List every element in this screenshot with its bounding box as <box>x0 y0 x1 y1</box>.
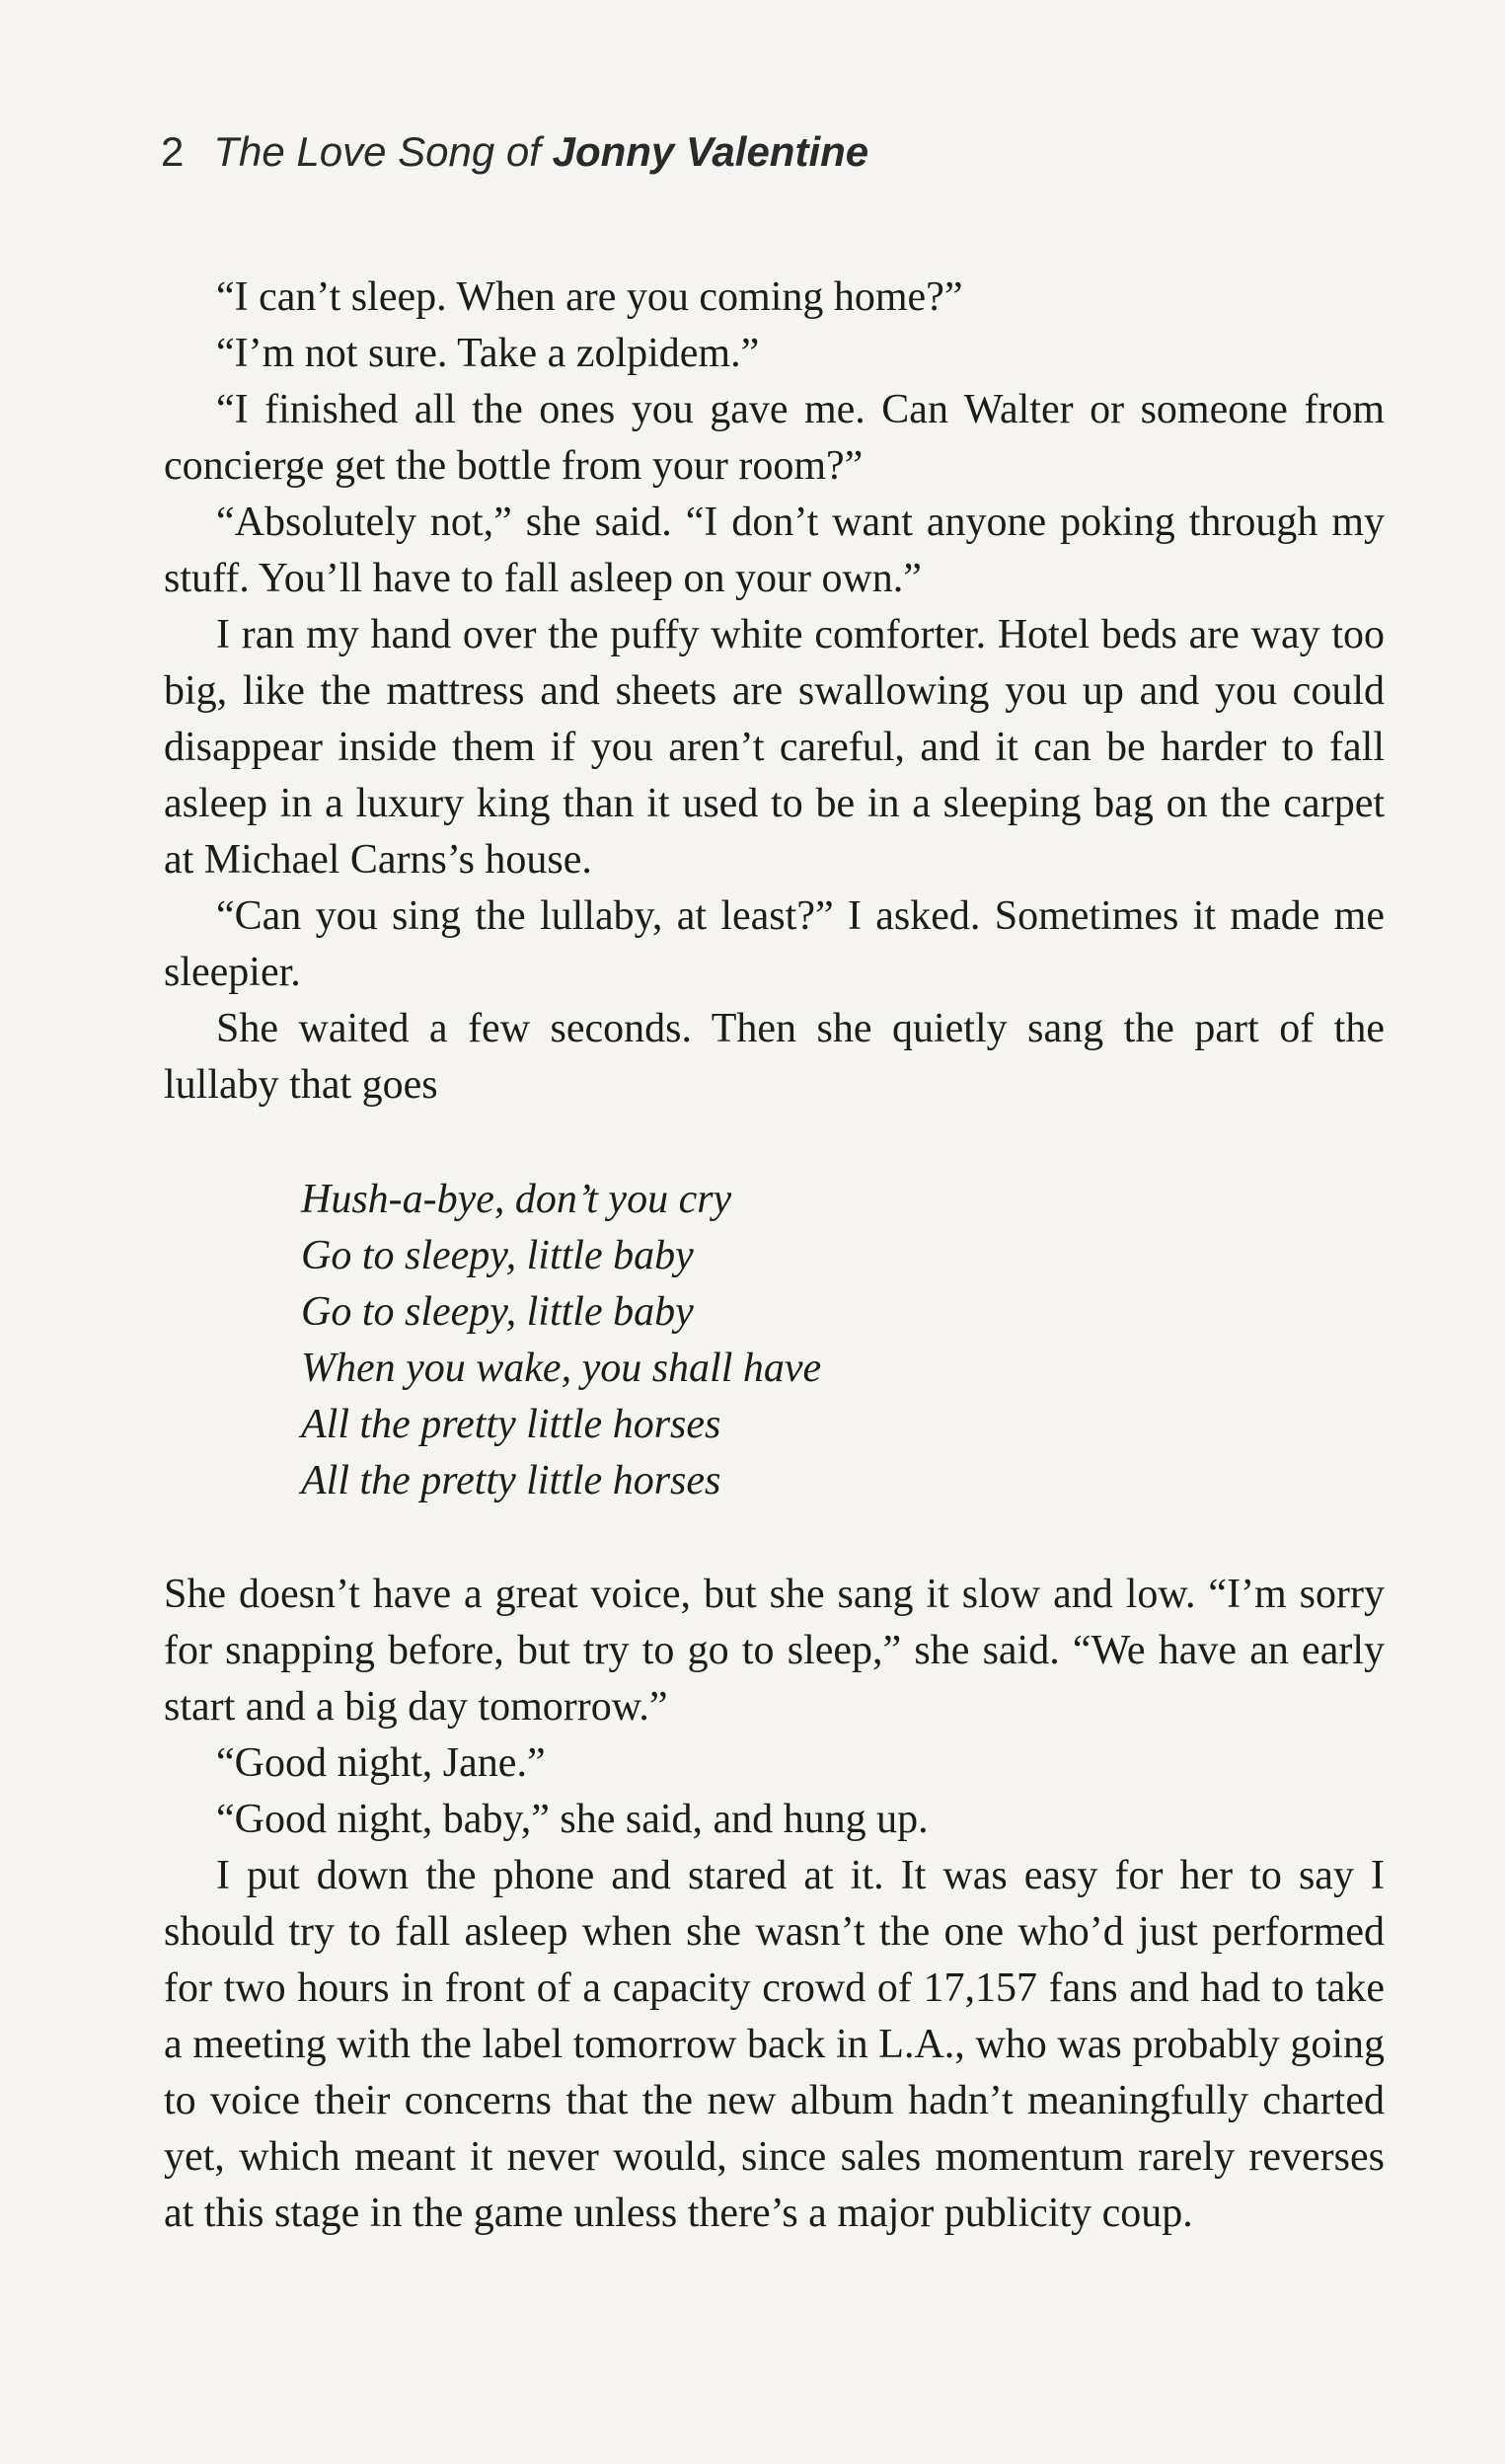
paragraph: “I’m not sure. Take a zolpidem.” <box>216 331 760 376</box>
paragraph: She doesn’t have a great voice, but she sang it slow and low. “I’m sorry for snapping before, but try to go to sleep,” she said. “We have an early start and a big day tomorrow.” <box>164 1572 1385 1730</box>
paragraph: “Can you sing the lullaby, at least?” I asked. Sometimes it made me sleepier. <box>164 893 1385 995</box>
verse-line: Go to sleepy, little baby <box>301 1233 694 1278</box>
page-number: 2 <box>161 128 185 175</box>
paragraph: “I finished all the ones you gave me. Can Walter or someone from concierge get the bottle from your room?” <box>164 387 1385 489</box>
book-title-regular: The Love Song of <box>213 128 541 175</box>
body-text-top <box>164 270 1385 1114</box>
paragraph: “Good night, baby,” she said, and hung up. <box>216 1797 929 1842</box>
verse-line: When you wake, you shall have <box>301 1346 822 1391</box>
verse-line: All the pretty little horses <box>301 1402 721 1447</box>
lullaby-verse <box>301 1172 821 1509</box>
book-title-bold: Jonny Valentine <box>552 128 869 175</box>
paragraph: I ran my hand over the puffy white comforter. Hotel beds are way too big, like the mattress and sheets are swallowing you up and you could disappear inside them if you aren’t careful, and it can be harder to fall asleep in a luxury king than it used to be in a sleeping bag on the carpet at Michael Carns’s house. <box>164 612 1385 883</box>
paragraph: I put down the phone and stared at it. It was easy for her to say I should try to fall asleep when she wasn’t the one who’d just performed for two hours in front of a capacity crowd of 17,157 fans and had to take a meeting with the label tomorrow back in L.A., who was probably going to voice their concerns that the new album hadn’t meaningfully charted yet, which meant it never would, since sales momentum rarely reverses at this stage in the game unless there’s a major publicity coup. <box>164 1853 1385 2236</box>
paragraph: “I can’t sleep. When are you coming home?” <box>216 274 963 320</box>
running-head <box>161 128 868 176</box>
paragraph: “Absolutely not,” she said. “I don’t want anyone poking through my stuff. You’ll have to fall asleep on your own.” <box>164 500 1385 601</box>
paragraph: She waited a few seconds. Then she quietly sang the part of the lullaby that goes <box>164 1006 1385 1108</box>
verse-line: Hush-a-bye, don’t you cry <box>301 1177 732 1222</box>
verse-line: Go to sleepy, little baby <box>301 1289 694 1335</box>
verse-line: All the pretty little horses <box>301 1458 721 1503</box>
body-text-bottom <box>164 1567 1385 2242</box>
paragraph: “Good night, Jane.” <box>216 1740 546 1786</box>
